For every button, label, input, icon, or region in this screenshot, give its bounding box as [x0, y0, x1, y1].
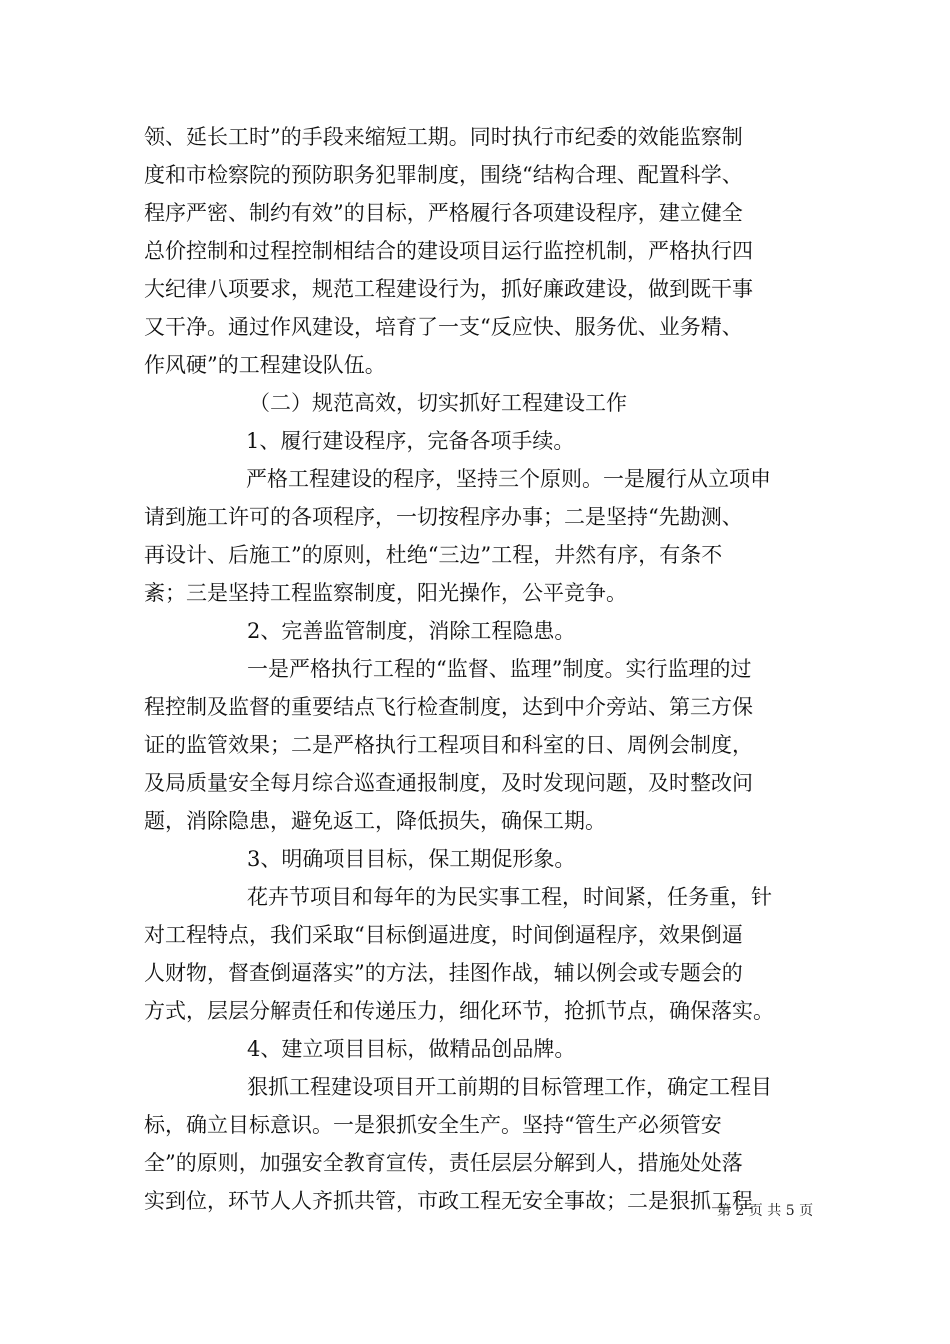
paragraph-line: 领、延长工时”的手段来缩短工期。同时执行市纪委的效能监察制 [144, 125, 743, 149]
paragraph-line: 对工程特点，我们采取“目标倒逼进度，时间倒逼程序，效果倒逼 [144, 923, 743, 947]
paragraph-line: 狠抓工程建设项目开工前期的目标管理工作，确定工程目 [247, 1075, 772, 1099]
paragraph-line: 全”的原则，加强安全教育宣传，责任层层分解到人，措施处处落 [144, 1151, 743, 1175]
paragraph-line: 又干净。通过作风建设，培育了一支“反应快、服务优、业务精、 [144, 315, 743, 339]
document-body [144, 118, 808, 1220]
subsection-heading: 4、建立项目目标，做精品创品牌。 [247, 1037, 576, 1061]
page-number-footer: 第 2 页 共 5 页 [717, 1203, 814, 1219]
paragraph-line: 及局质量安全每月综合巡查通报制度，及时发现问题，及时整改问 [144, 771, 753, 795]
subsection-heading: 2、完善监管制度，消除工程隐患。 [247, 619, 576, 643]
paragraph-line: 程控制及监督的重要结点飞行检查制度，达到中介旁站、第三方保 [144, 695, 753, 719]
paragraph-line: 花卉节项目和每年的为民实事工程，时间紧，任务重，针 [247, 885, 772, 909]
paragraph-line: 大纪律八项要求，规范工程建设行为，抓好廉政建设，做到既干事 [144, 277, 753, 301]
paragraph-line: 总价控制和过程控制相结合的建设项目运行监控机制，严格执行四 [144, 239, 753, 263]
subsection-heading: 1、履行建设程序，完备各项手续。 [246, 429, 575, 453]
paragraph-line: 请到施工许可的各项程序，一切按程序办事；二是坚持“先勘测、 [144, 505, 743, 529]
paragraph-line: 证的监管效果；二是严格执行工程项目和科室的日、周例会制度， [144, 733, 753, 757]
paragraph-line: 实到位，环节人人齐抓共管，市政工程无安全事故；二是狠抓工程 [144, 1189, 753, 1213]
paragraph-line: 度和市检察院的预防职务犯罪制度，围绕“结构合理、配置科学、 [144, 163, 743, 187]
paragraph-line: 人财物，督查倒逼落实”的方法，挂图作战，辅以例会或专题会的 [144, 961, 743, 985]
paragraph-line: 一是严格执行工程的“监督、监理”制度。实行监理的过 [247, 657, 752, 681]
paragraph-line: 作风硬”的工程建设队伍。 [144, 353, 386, 377]
paragraph-line: 严格工程建设的程序，坚持三个原则。一是履行从立项申 [246, 467, 771, 491]
paragraph-line: 再设计、后施工”的原则，杜绝“三边”工程，井然有序，有条不 [144, 543, 723, 567]
paragraph-line: 程序严密、制约有效”的目标，严格履行各项建设程序，建立健全 [144, 201, 743, 225]
paragraph-line: 题，消除隐患，避免返工，降低损失，确保工期。 [144, 809, 606, 833]
subsection-heading: 3、明确项目目标，保工期促形象。 [247, 847, 576, 871]
paragraph-line: 方式，层层分解责任和传递压力，细化环节，抢抓节点，确保落实。 [144, 999, 774, 1023]
paragraph-line: 紊；三是坚持工程监察制度，阳光操作，公平竞争。 [144, 581, 627, 605]
paragraph-line: 标，确立目标意识。一是狠抓安全生产。坚持“管生产必须管安 [144, 1113, 722, 1137]
section-heading: （二）规范高效，切实抓好工程建设工作 [249, 391, 627, 415]
